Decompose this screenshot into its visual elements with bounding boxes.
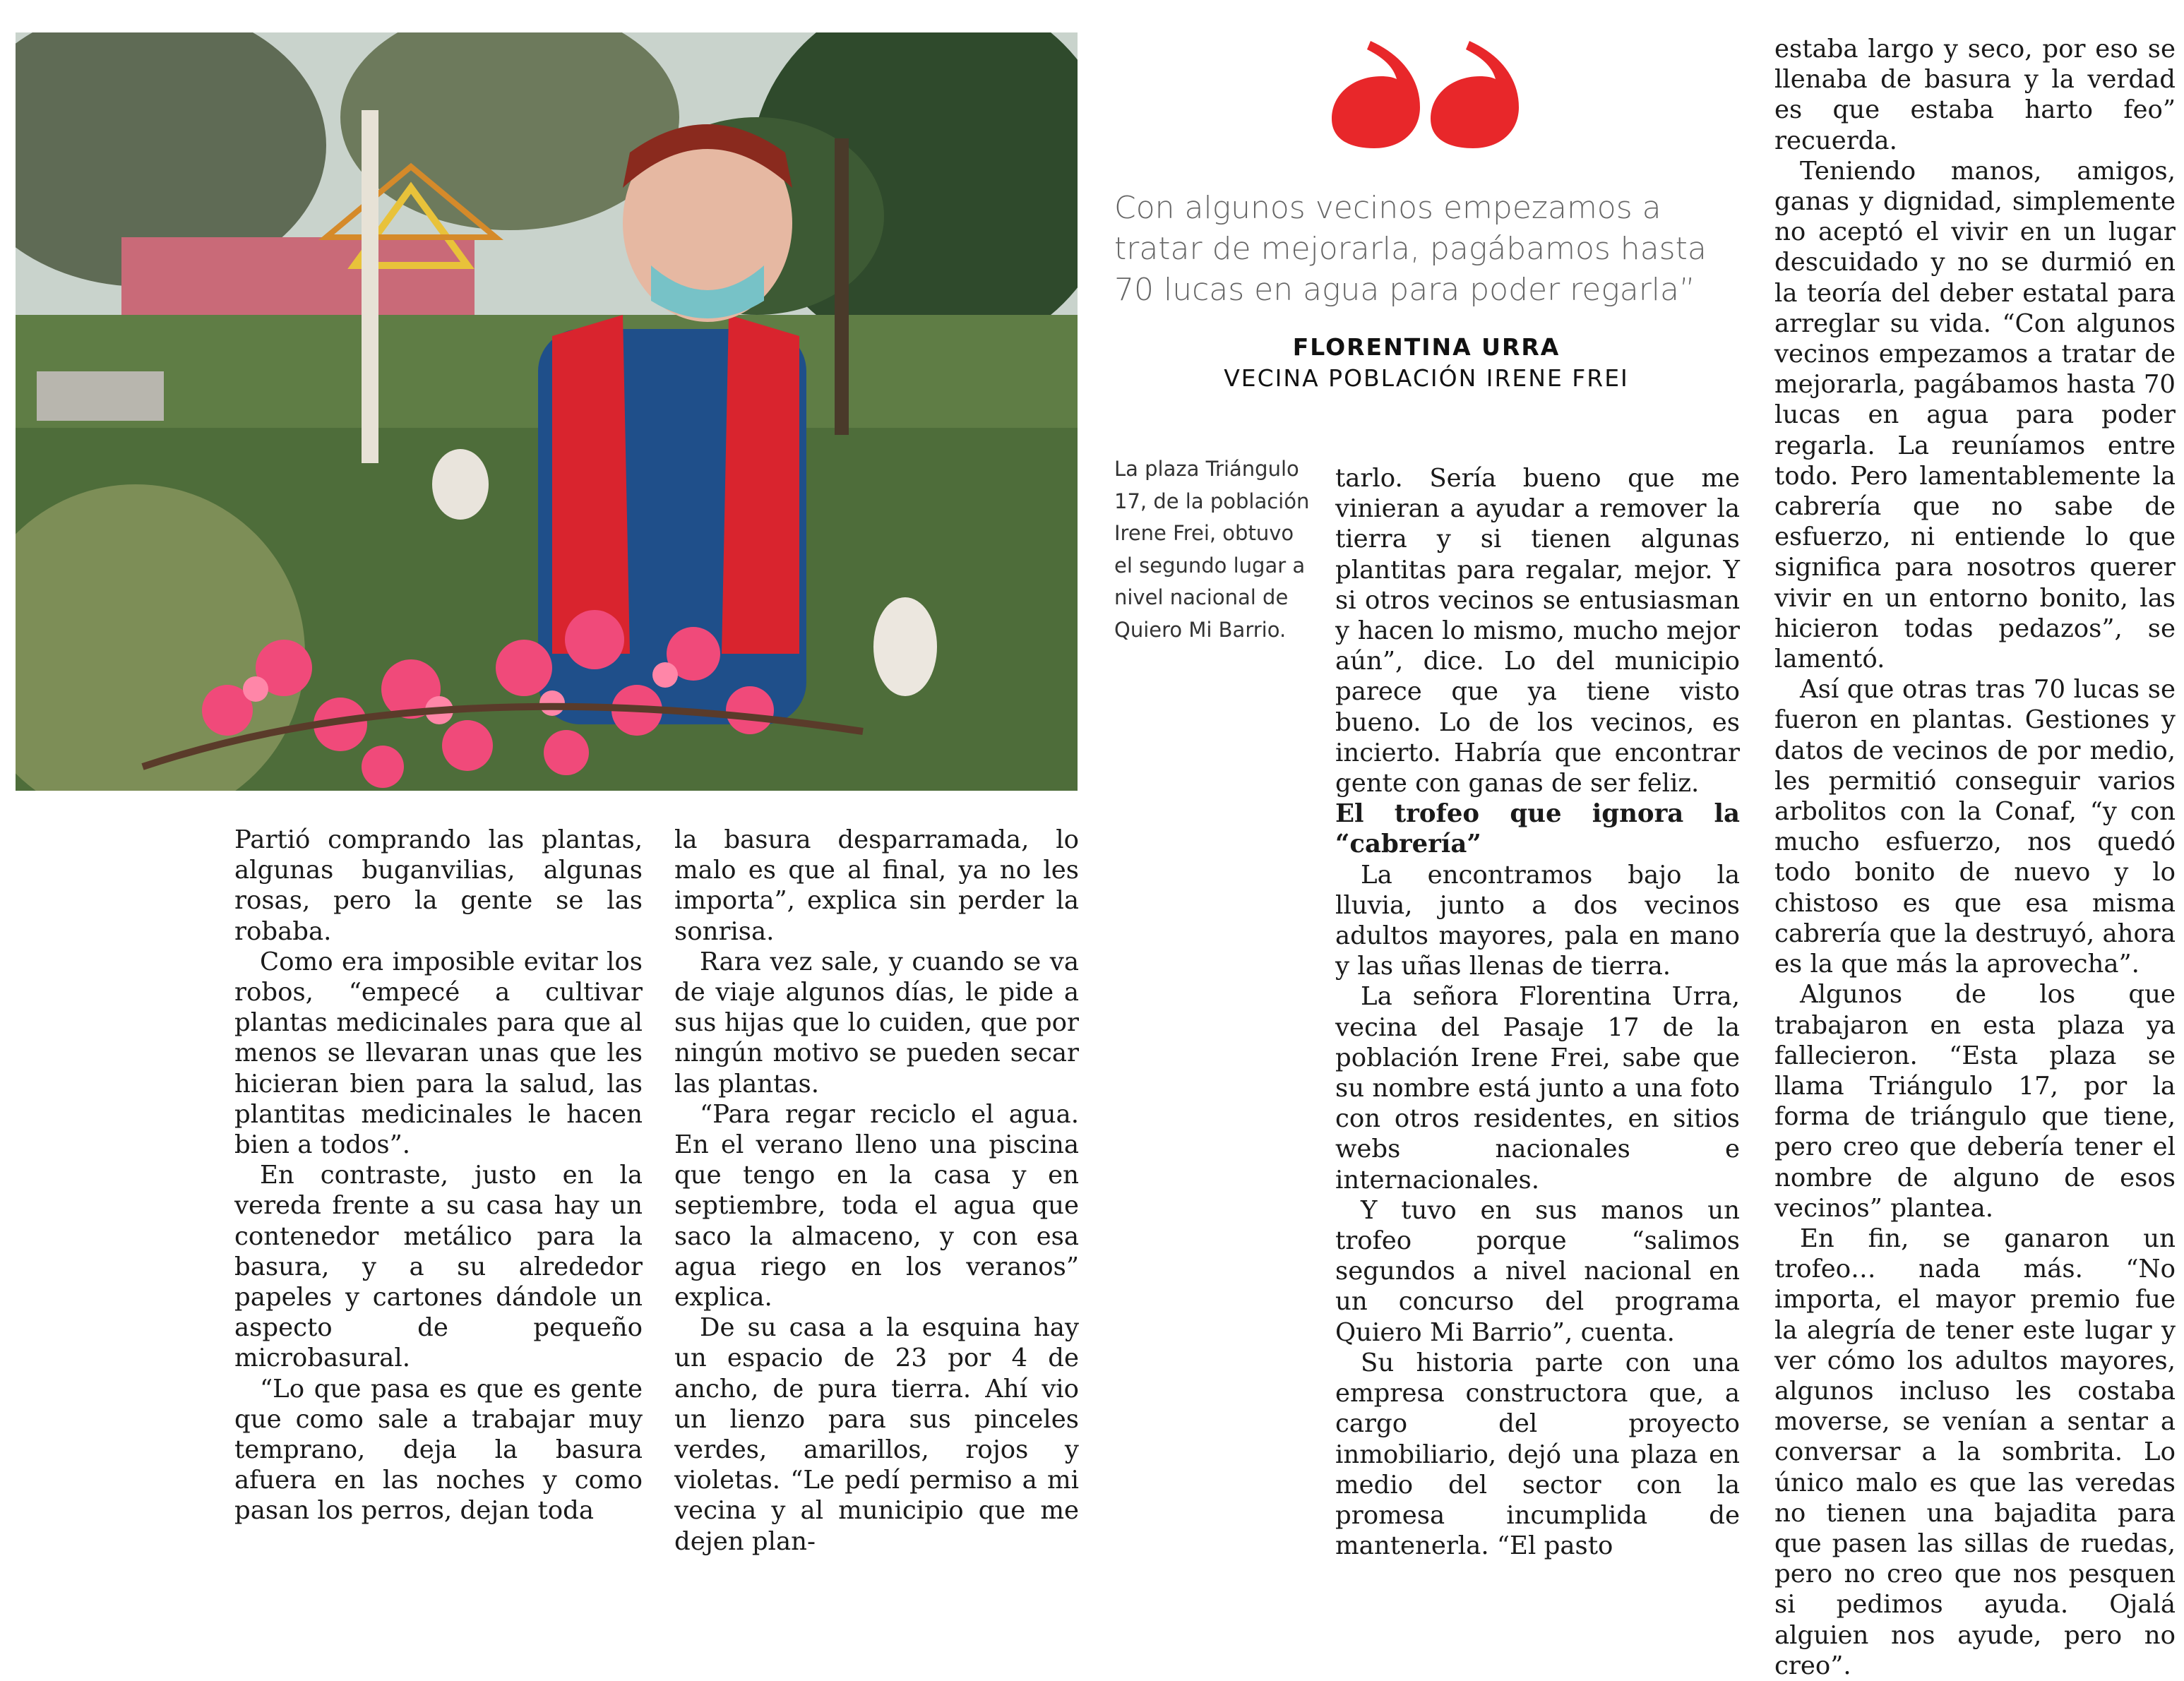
paragraph: La encontramos bajo la lluvia, junto a dos vecinos adultos mayores, pala en mano y las uñas llenas de tierra. <box>1335 860 1740 981</box>
photo-caption: La plaza Triángulo 17, de la población Irene Frei, obtuvo el segundo lugar a nivel nacional de Quiero Mi Barrio. <box>1114 457 1310 642</box>
paragraph: En contraste, justo en la vereda frente a su casa hay un contenedor metálico para la basura, y a su alrededor papeles y cartones dándole un aspecto de pequeño microbasural. <box>234 1161 643 1373</box>
paragraph: De su casa a la esquina hay un espacio de 23 por 4 de ancho, de pura tierra. Ahí vio un lienzo para sus pinceles verdes, amarillos, rojos y violetas. “Le pedí permiso a mi vecina y al municipio que me dejen plan- <box>674 1313 1079 1556</box>
paragraph: Así que otras tras 70 lucas se fueron en plantas. Gestiones y datos de vecinos de por medio, les permitió conseguir varios arbolitos con la Conaf, “y con mucho esfuerzo, nos quedó todo bonito de nuevo y lo chistoso es que esa misma cabrería que la destruyó, ahora es la que más la aprovecha”. <box>1774 675 2176 979</box>
paragraph: Como era imposible evitar los robos, “empecé a cultivar plantas medicinales para que al menos se llevaran unas que les hicieran bien para la salud, las plantitas medicinales le hacen bien a todos”. <box>234 947 643 1160</box>
paragraph: Teniendo manos, amigos, ganas y dignidad, simplemente no aceptó el vivir en un lugar descuidado y no se durmió en la teoría del deber estatal para arreglar su vida. “Con algunos vecinos empezamos a tratar de mejorarla, pagábamos hasta 70 lucas en agua para poder regarla. La reuníamos entre todo. Pero lamentablemente la cabrería que no sabe de esfuerzo, ni entiende lo que significa para nosotros querer vivir en un entorno bonito, las hicieron todas pedazos”, se lamentó. <box>1774 156 2176 674</box>
attribution-role: VECINA POBLACIÓN IRENE FREI <box>1224 364 1629 392</box>
body-column-4 <box>1774 34 2176 1681</box>
pull-quote-text: Con algunos vecinos empezamos a tratar de mejorarla, pagábamos hasta 70 lucas en agua para poder regarla” <box>1114 190 1707 308</box>
paragraph: “Para regar reciclo el agua. En el verano lleno una piscina que tengo en la casa y en septiembre, toda el agua que saco la almaceno, y con esa agua riego en los veranos” explica. <box>674 1099 1079 1312</box>
quote-mark-icon <box>1332 35 1522 148</box>
body-column-3 <box>1335 463 1740 1561</box>
body-column-2 <box>674 825 1079 1557</box>
paragraph: Su historia parte con una empresa constructora que, a cargo del proyecto inmobiliario, dejó una plaza en medio del sector con la promesa incumplida de mantenerla. “El pasto <box>1335 1348 1740 1561</box>
attribution-name: FLORENTINA URRA <box>1292 333 1561 361</box>
paragraph: “Lo que pasa es que es gente que como sale a trabajar muy temprano, deja la basura afuera en las noches y como pasan los perros, dejan toda <box>234 1374 643 1526</box>
paragraph: Partió comprando las plantas, algunas buganvilias, algunas rosas, pero la gente se las robaba. <box>234 825 643 946</box>
photo-illustration <box>16 32 1078 791</box>
paragraph: Algunos de los que trabajaron en esta plaza ya fallecieron. “Esta plaza se llama Triángulo 17, por la forma de triángulo que tiene, pero creo que debería tener el nombre de alguno de esos vecinos” plantea. <box>1774 980 2176 1223</box>
body-column-1 <box>234 825 643 1526</box>
pull-quote-attribution <box>1102 332 1751 394</box>
article-photo <box>16 32 1078 791</box>
paragraph: En fin, se ganaron un trofeo… nada más. “No importa, el mayor premio fue la alegría de tener este lugar y ver cómo los adultos mayores, algunos incluso les costaba moverse, se venían a sentar a conversar a la sombrita. Lo único malo es que las veredas no tienen una bajadita para que pasen las sillas de ruedas, pero no creo que nos pesquen si pedimos ayuda. Ojalá alguien nos ayude, pero no creo”. <box>1774 1224 2176 1680</box>
section-subhead: El trofeo que ignora la “cabrería” <box>1335 799 1740 859</box>
paragraph: estaba largo y seco, por eso se llenaba de basura y la verdad es que estaba harto feo” recuerda. <box>1774 35 2176 155</box>
paragraph: Y tuvo en sus manos un trofeo porque “salimos segundos a nivel nacional en un concurso del programa Quiero Mi Barrio”, cuenta. <box>1335 1195 1740 1347</box>
paragraph: tarlo. Sería bueno que me vinieran a ayudar a remover la tierra y si tienen algunas plantitas para regalar, mejor. Y si otros vecinos se entusiasman y hacen lo mismo, mucho mejor aún”, dice. Lo del municipio parece que ya tiene visto bueno. Lo de los vecinos, es incierto. Habría que encontrar gente con ganas de ser feliz. <box>1335 464 1740 798</box>
paragraph: la basura desparramada, lo malo es que al final, ya no les importa”, explica sin perder la sonrisa. <box>674 825 1079 946</box>
paragraph: Rara vez sale, y cuando se va de viaje algunos días, le pide a sus hijas que lo cuiden, que por ningún motivo se pueden secar las plantas. <box>674 947 1079 1099</box>
paragraph: La señora Florentina Urra, vecina del Pasaje 17 de la población Irene Frei, sabe que su nombre está junto a una foto con otros residentes, en sitios webs nacionales e internacionales. <box>1335 982 1740 1195</box>
